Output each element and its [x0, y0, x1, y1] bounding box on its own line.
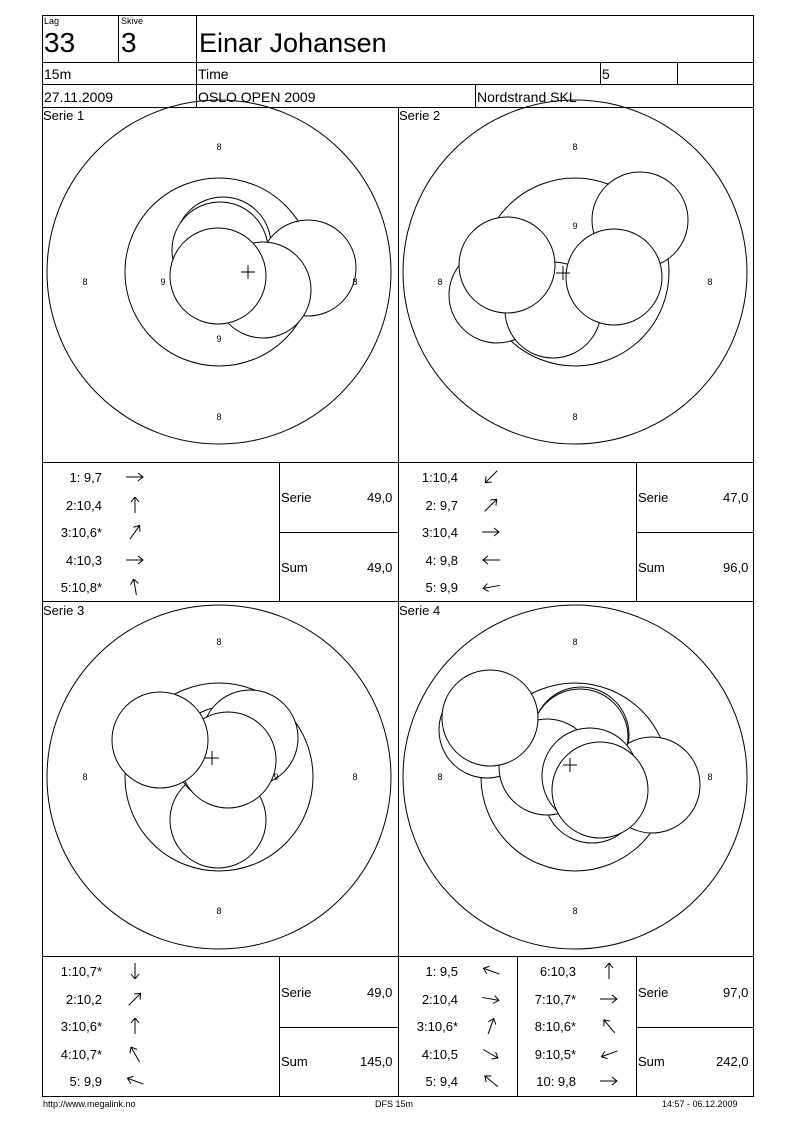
- ring-label: 9: [273, 772, 279, 782]
- direction-arrow-icon: [124, 1018, 146, 1034]
- shot-value: 5:10,8*: [60, 580, 102, 595]
- shooter-name: Einar Johansen: [199, 28, 387, 58]
- shot-value: 9:10,5*: [534, 1046, 576, 1062]
- ring-label: 8: [437, 772, 443, 782]
- shot-row: [400, 1074, 510, 1094]
- direction-arrow-icon: [124, 579, 146, 595]
- target-face: [403, 605, 747, 949]
- shot-row: [44, 498, 154, 518]
- shot-value: 4:10,7*: [60, 1046, 102, 1062]
- direction-arrow-icon: [124, 497, 146, 513]
- direction-arrow-icon: [598, 963, 620, 979]
- shot-row: [518, 992, 628, 1012]
- ring-label: 8: [707, 772, 713, 782]
- direction-arrow-icon: [598, 1046, 620, 1062]
- footer-center: DFS 15m: [375, 1099, 414, 1109]
- shot-row: [44, 553, 154, 573]
- lag-label: Lag: [44, 16, 60, 26]
- direction-arrow-icon: [480, 1073, 502, 1089]
- shot-value: 3:10,6*: [416, 1019, 458, 1034]
- ring-label: 8: [216, 412, 222, 422]
- shot-value: 7:10,7*: [534, 991, 576, 1007]
- shot-value: 5: 9,4: [425, 1074, 458, 1089]
- shot-row: [400, 580, 510, 600]
- footer-timestamp: 14:57 - 06.12.2009: [662, 1099, 738, 1109]
- shot-hole: [566, 229, 662, 325]
- direction-arrow-icon: [598, 991, 620, 1007]
- direction-arrow-icon: [480, 963, 502, 979]
- sum-label: Sum: [638, 1054, 665, 1069]
- serie-label: Serie: [638, 985, 669, 1000]
- shot-row: [400, 992, 510, 1012]
- serie-label: Serie: [281, 490, 312, 505]
- target-face: [403, 100, 747, 444]
- shot-row: [400, 470, 510, 490]
- ring-label: 8: [216, 142, 222, 152]
- shot-hole: [112, 692, 208, 788]
- lag-value: 33: [44, 27, 76, 58]
- direction-arrow-icon: [480, 991, 502, 1007]
- shot-row: [44, 992, 154, 1012]
- distance: 15m: [44, 66, 72, 82]
- shot-row: [44, 1019, 154, 1039]
- shot-row: [44, 1074, 154, 1094]
- ring-label: 8: [707, 277, 713, 287]
- shot-row: [400, 525, 510, 545]
- shot-hole: [552, 742, 648, 838]
- direction-arrow-icon: [124, 524, 146, 540]
- shot-row: [400, 964, 510, 984]
- direction-arrow-icon: [124, 1073, 146, 1089]
- shot-value: 6:10,3: [539, 964, 576, 979]
- footer-url: http://www.megalink.no: [43, 1099, 136, 1109]
- shot-hole: [170, 228, 266, 324]
- sum-label: Sum: [281, 1054, 308, 1069]
- skive-value: 3: [121, 27, 137, 58]
- ring-label: 8: [352, 277, 358, 287]
- ring-label: 8: [216, 906, 222, 916]
- serie-value: 47,0: [723, 490, 749, 505]
- shot-value: 4:10,3: [65, 552, 102, 568]
- ring-label: 8: [572, 412, 578, 422]
- direction-arrow-icon: [480, 552, 502, 568]
- target-title: Serie 2: [399, 108, 441, 123]
- shot-value: 1: 9,5: [425, 964, 458, 979]
- direction-arrow-icon: [480, 469, 502, 485]
- sum-value: 242,0: [716, 1054, 749, 1069]
- shot-value: 1:10,4: [421, 470, 458, 485]
- shot-value: 1: 9,7: [69, 470, 102, 485]
- shot-row: [518, 1047, 628, 1067]
- shot-value: 2:10,4: [65, 497, 102, 513]
- shot-value: 2: 9,7: [425, 497, 458, 513]
- club-name: Nordstrand SKL: [477, 89, 577, 105]
- serie-value: 49,0: [367, 985, 393, 1000]
- shot-value: 1:10,7*: [60, 964, 102, 979]
- ring-label: 9: [572, 221, 578, 231]
- ring-label: 9: [160, 277, 166, 287]
- shot-row: [44, 470, 154, 490]
- shot-value: 4:10,5: [421, 1046, 458, 1062]
- direction-arrow-icon: [480, 579, 502, 595]
- target-title: Serie 1: [43, 108, 85, 123]
- klasse-value: 5: [602, 66, 610, 82]
- ring-label: 8: [437, 277, 443, 287]
- shot-row: [518, 1074, 628, 1094]
- direction-arrow-icon: [480, 1046, 502, 1062]
- ring-label: 8: [82, 277, 88, 287]
- shot-value: 5: 9,9: [425, 580, 458, 595]
- date: 27.11.2009: [44, 89, 114, 105]
- shot-value: 3:10,6*: [60, 525, 102, 540]
- direction-arrow-icon: [124, 963, 146, 979]
- shot-value: 2:10,2: [65, 991, 102, 1007]
- shot-row: [518, 964, 628, 984]
- sum-label: Sum: [638, 560, 665, 575]
- ring-label: 9: [216, 334, 222, 344]
- ring-label: 8: [352, 772, 358, 782]
- target-face: [47, 100, 391, 444]
- shot-row: [400, 1047, 510, 1067]
- klasse: Time: [198, 66, 229, 82]
- serie-label: Serie: [638, 490, 669, 505]
- shot-value: 2:10,4: [421, 991, 458, 1007]
- ring-label: 8: [82, 772, 88, 782]
- direction-arrow-icon: [598, 1073, 620, 1089]
- shot-value: 5: 9,9: [69, 1074, 102, 1089]
- shot-row: [518, 1019, 628, 1039]
- serie-value: 49,0: [367, 490, 393, 505]
- direction-arrow-icon: [480, 1018, 502, 1034]
- shot-value: 3:10,4: [421, 525, 458, 540]
- direction-arrow-icon: [124, 1046, 146, 1062]
- direction-arrow-icon: [480, 524, 502, 540]
- ring-label: 8: [216, 637, 222, 647]
- shot-value: 10: 9,8: [536, 1074, 576, 1089]
- serie-label: Serie: [281, 985, 312, 1000]
- shot-row: [44, 580, 154, 600]
- sum-value: 145,0: [360, 1054, 393, 1069]
- shot-value: 3:10,6*: [60, 1019, 102, 1034]
- ring-label: 8: [572, 906, 578, 916]
- direction-arrow-icon: [124, 469, 146, 485]
- sum-value: 96,0: [723, 560, 749, 575]
- shot-row: [44, 525, 154, 545]
- direction-arrow-icon: [598, 1018, 620, 1034]
- shot-row: [400, 498, 510, 518]
- ring-label: 8: [572, 637, 578, 647]
- direction-arrow-icon: [124, 991, 146, 1007]
- target-title: Serie 3: [43, 603, 85, 618]
- sum-label: Sum: [281, 560, 308, 575]
- shot-hole: [459, 217, 555, 313]
- target-title: Serie 4: [399, 603, 441, 618]
- shot-row: [400, 1019, 510, 1039]
- sum-value: 49,0: [367, 560, 393, 575]
- shot-value: 8:10,6*: [534, 1019, 576, 1034]
- shot-hole: [442, 670, 538, 766]
- shot-row: [400, 553, 510, 573]
- shot-value: 4: 9,8: [425, 552, 458, 568]
- event-name: OSLO OPEN 2009: [198, 89, 316, 105]
- direction-arrow-icon: [480, 497, 502, 513]
- shot-row: [44, 1047, 154, 1067]
- shot-row: [44, 964, 154, 984]
- target-face: [47, 605, 391, 949]
- skive-label: Skive: [121, 16, 144, 26]
- serie-value: 97,0: [723, 985, 749, 1000]
- ring-label: 8: [572, 142, 578, 152]
- direction-arrow-icon: [124, 552, 146, 568]
